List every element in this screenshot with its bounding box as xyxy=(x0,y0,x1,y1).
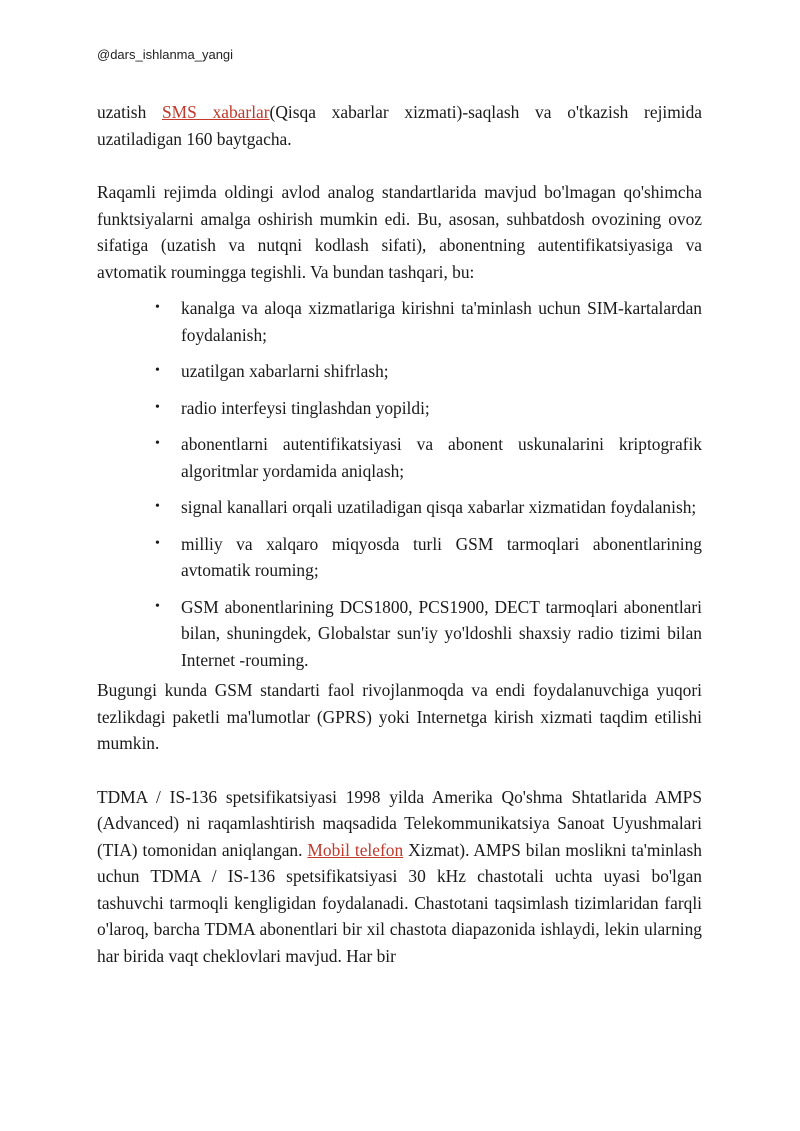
list-item-text: kanalga va aloqa xizmatlariga kirishni ta'minlash uchun SIM-kartalardan foydalanish; xyxy=(181,298,702,345)
sms-link[interactable]: SMS xabarlar xyxy=(162,102,270,122)
bullet-icon: • xyxy=(155,300,160,315)
list-item xyxy=(97,431,702,484)
list-item-text: milliy va xalqaro miqyosda turli GSM tarmoqlari abonentlarining avtomatik rouming; xyxy=(181,533,702,580)
list-item xyxy=(97,295,702,348)
list-item-text: GSM abonentlarining DCS1800, PCS1900, DECT tarmoqlari abonentlari bilan, shuningdek, Globalstar sun'iy yo'ldoshli shaxsiy radio tizimi bilan Internet -rouming. xyxy=(181,596,702,670)
bullet-icon: • xyxy=(155,399,160,415)
paragraph-text: TDMA / IS-136 spetsifikatsiyasi 1998 yilda Amerika Qo'shma Shtatlarida AMPS (Advanced) ni raqamlashtirish maqsadida Telekommunikatsiya Sanoat Uyushmalari (TIA) tomonidan aniqlangan. xyxy=(97,786,702,860)
list-item xyxy=(97,594,702,674)
list-item-text: uzatilgan xabarlarni shifrlash; xyxy=(181,361,389,381)
document-body xyxy=(97,99,702,969)
paragraph-text: (Qisqa xabarlar xizmati)-saqlash va o'tkazish rejimida uzatiladigan 160 baytgacha. xyxy=(97,102,702,149)
list-item-text: signal kanallari orqali uzatiladigan qisqa xabarlar xizmatidan foydalanish; xyxy=(181,497,697,517)
paragraph-spacer xyxy=(97,757,702,784)
list-item xyxy=(97,494,702,521)
list-item xyxy=(97,395,702,422)
paragraph-gsm-today: Bugungi kunda GSM standarti faol rivojlanmoqda va endi foydalanuvchiga yuqori tezlikdagi paketli ma'lumotlar (GPRS) yoki Internetga kirish xizmati taqdim etilishi mumkin. xyxy=(97,680,702,753)
list-item-text: radio interfeysi tinglashdan yopildi; xyxy=(181,397,430,418)
list-item xyxy=(97,358,702,385)
bullet-icon: • xyxy=(155,598,160,614)
channel-handle: @dars_ishlanma_yangi xyxy=(97,47,234,62)
paragraph-tdma xyxy=(97,784,702,970)
features-list xyxy=(97,295,702,673)
bullet-icon: • xyxy=(155,436,160,451)
bullet-icon: • xyxy=(155,499,160,514)
list-item-text: abonentlarni autentifikatsiyasi va abonent uskunalarini kriptografik algoritmlar yordamida aniqlash; xyxy=(181,434,702,481)
mobile-phone-link[interactable]: Mobil telefon xyxy=(307,839,404,860)
paragraph-sms xyxy=(97,99,702,152)
paragraph-spacer xyxy=(97,152,702,179)
paragraph-text: Xizmat). AMPS bilan moslikni ta'minlash uchun TDMA / IS-136 spetsifikatsiyasi 30 kHz chastotali uchta uyasi bo'lgan tashuvchi tarmoqli kengligidan foydalanadi. Chastotani taqsimlash tizimlaridan farqli o'laroq, barcha TDMA abonentlari bir xil chastota diapazonida ishlaydi, lekin ularning har birida vaqt cheklovlari mavjud. Har bir xyxy=(97,839,702,966)
paragraph-text: uzatish xyxy=(97,102,163,122)
paragraph-digital-mode: Raqamli rejimda oldingi avlod analog standartlarida mavjud bo'lmagan qo'shimcha funktsiyalarni amalga oshirish mumkin edi. Bu, asosan, suhbatdosh ovozining ovoz sifatiga (uzatish va nutqni kodlash sifati), abonentning autentifikatsiyasiga va avtomatik roumingga tegishli. Va bundan tashqari, bu: xyxy=(97,182,702,282)
bullet-icon: • xyxy=(155,535,160,551)
bullet-icon: • xyxy=(155,363,160,378)
list-item xyxy=(97,531,702,584)
